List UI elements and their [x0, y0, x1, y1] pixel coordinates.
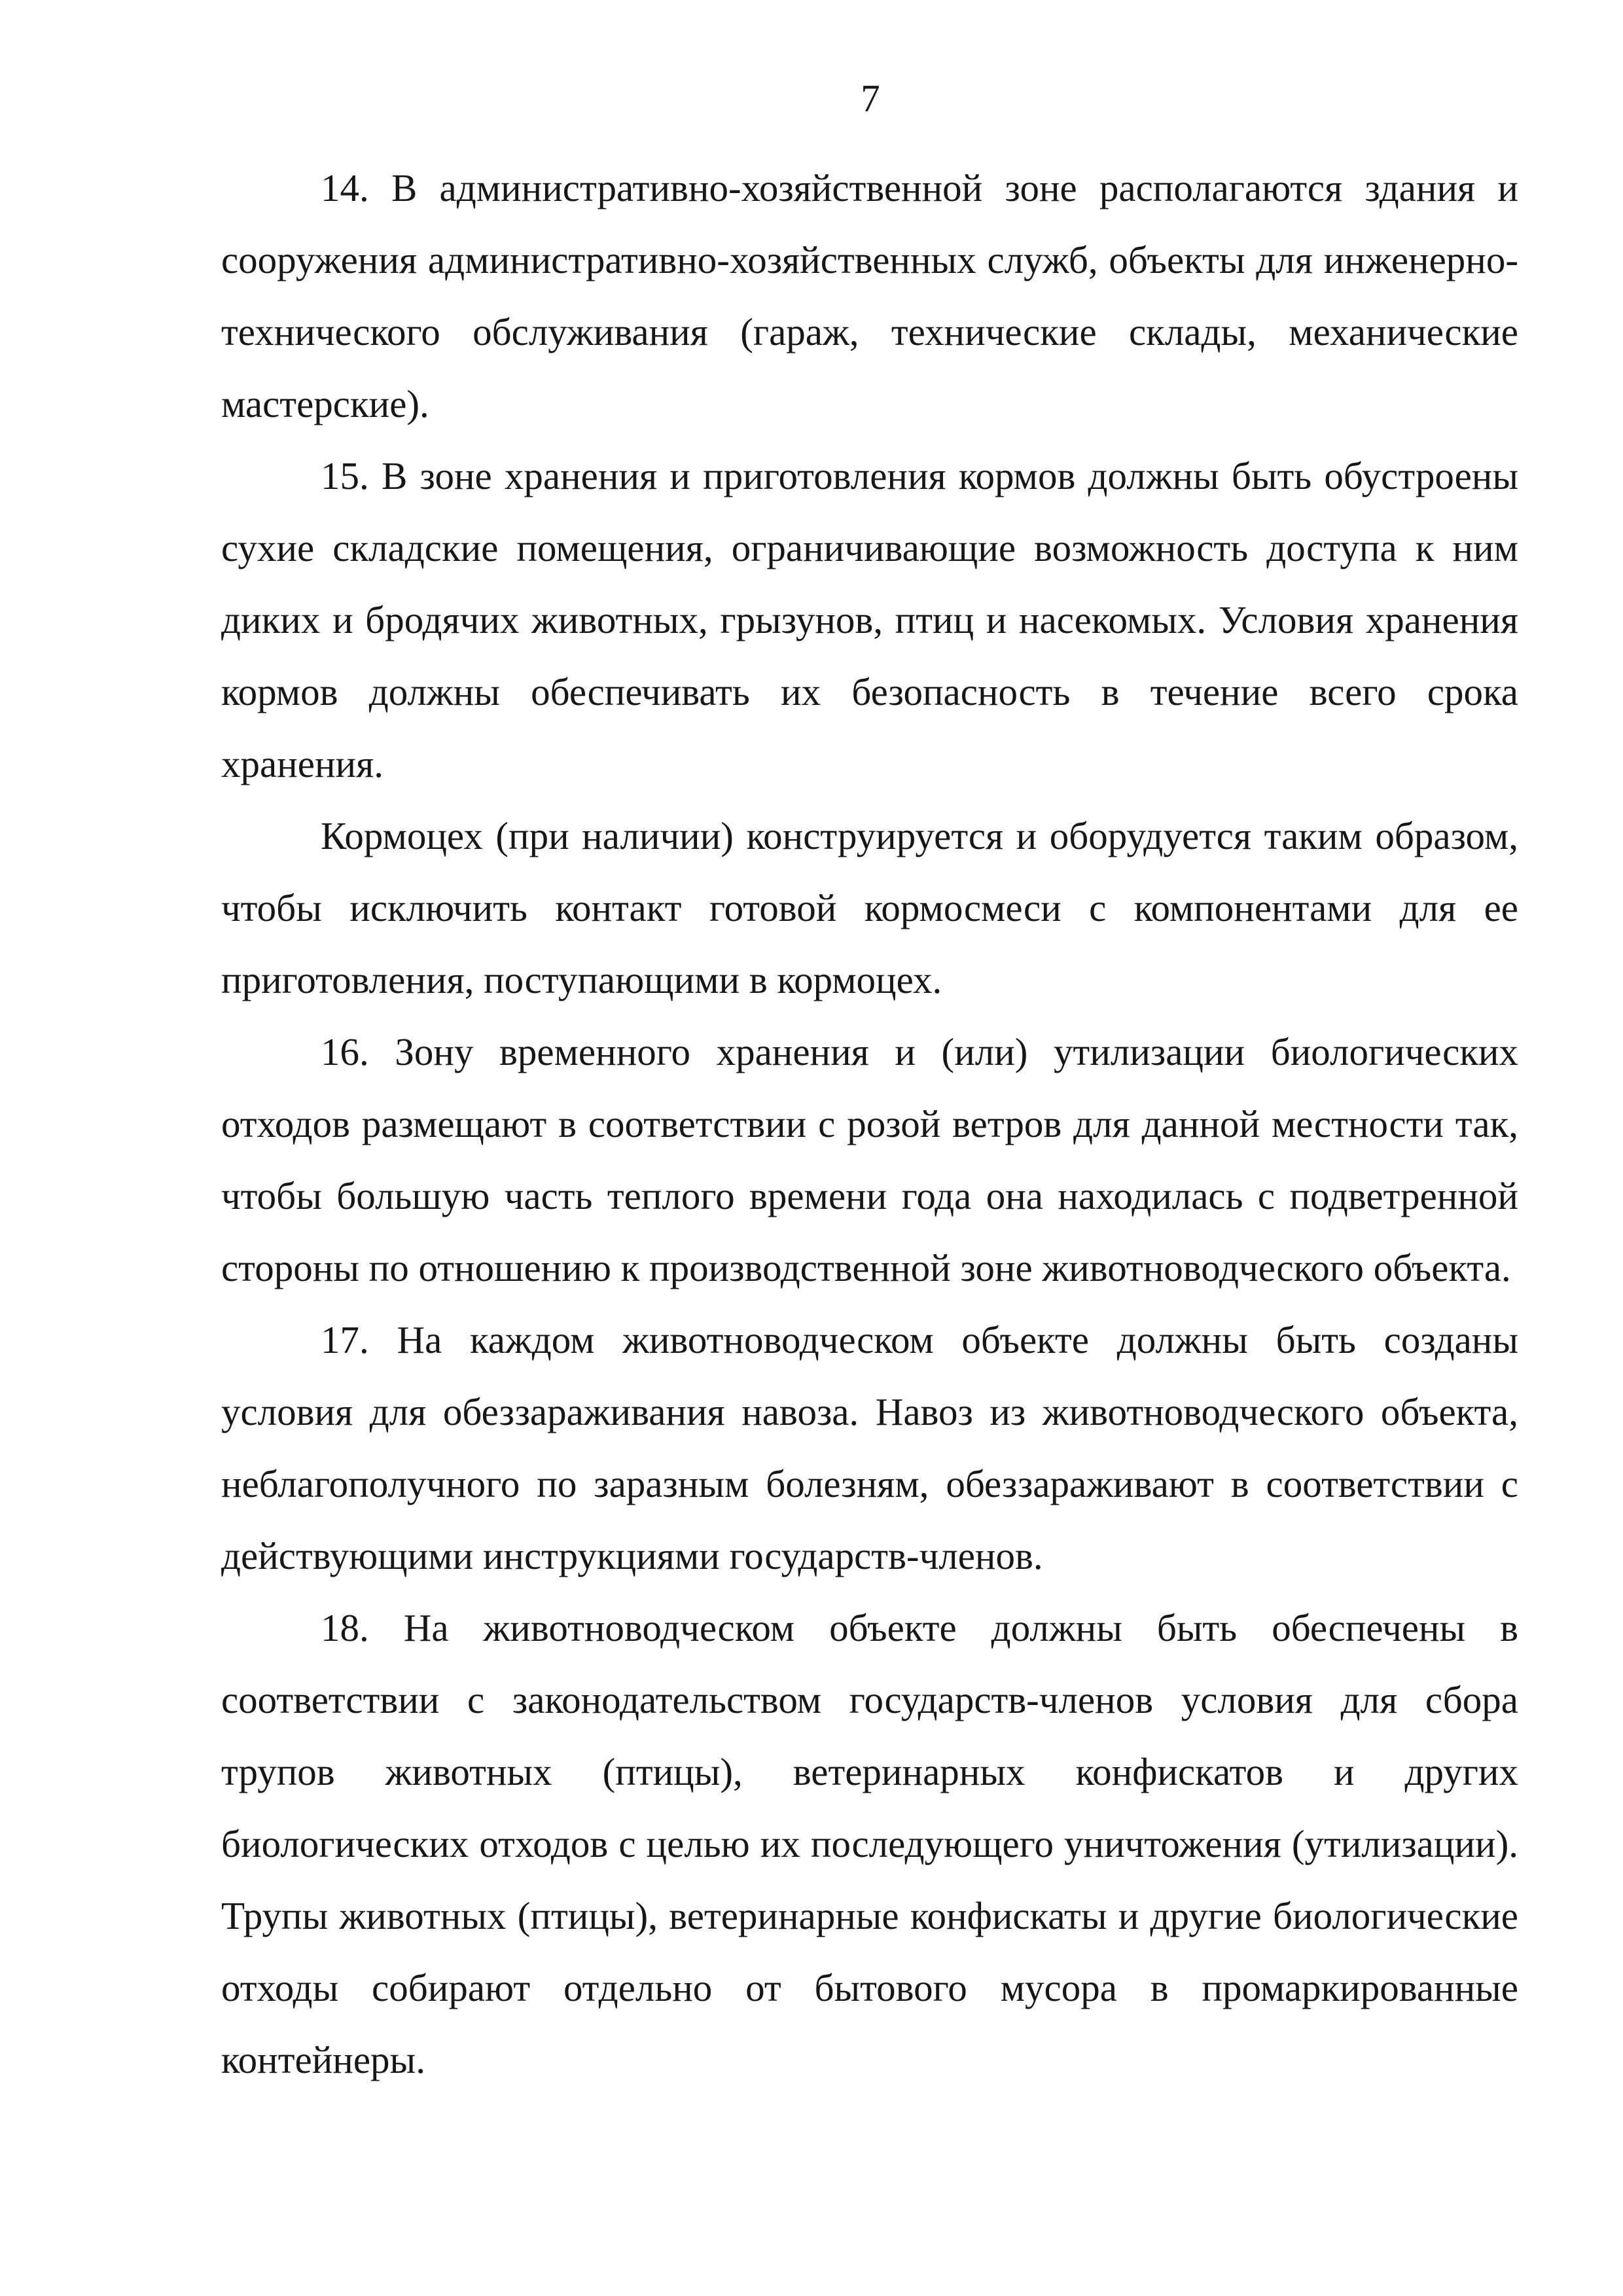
- paragraph-16: 16. Зону временного хранения и (или) утилизации биологических отходов размещают в соответствии с розой ветров для данной местности так, чтобы большую часть теплого времени года она находилась с подветренной стороны по отношению к производственной зоне животноводческого объекта.: [221, 1030, 1518, 1289]
- page-number: 7: [861, 77, 880, 120]
- paragraph-18: 18. На животноводческом объекте должны быть обеспечены в соответствии с законодательством государств-членов условия для сбора трупов животных (птицы), ветеринарных конфискатов и других биологических отходов с целью их последующего уничтожения (утилизации). Трупы животных (птицы), ветеринарные конфискаты и другие биологические отходы собирают отдельно от бытового мусора в промаркированные контейнеры.: [221, 1606, 1518, 2081]
- paragraph-15: 15. В зоне хранения и приготовления кормов должны быть обустроены сухие складские помещения, ограничивающие возможность доступа к ним диких и бродячих животных, грызунов, птиц и насекомых. Условия хранения кормов должны обеспечивать их безопасность в течение всего срока хранения.: [221, 454, 1518, 785]
- document-body: [221, 152, 1518, 2096]
- paragraph-17: 17. На каждом животноводческом объекте должны быть созданы условия для обеззараживания навоза. Навоз из животноводческого объекта, неблагополучного по заразным болезням, обеззараживают в соответствии с действующими инструкциями государств-членов.: [221, 1318, 1518, 1577]
- paragraph-15-feed-shop: Кормоцех (при наличии) конструируется и оборудуется таким образом, чтобы исключить контакт готовой кормосмеси с компонентами для ее приготовления, поступающими в кормоцех.: [221, 814, 1518, 1001]
- paragraph-14: 14. В административно-хозяйственной зоне располагаются здания и сооружения административно-хозяйственных служб, объекты для инженерно-технического обслуживания (гараж, технические склады, механические мастерские).: [221, 166, 1518, 425]
